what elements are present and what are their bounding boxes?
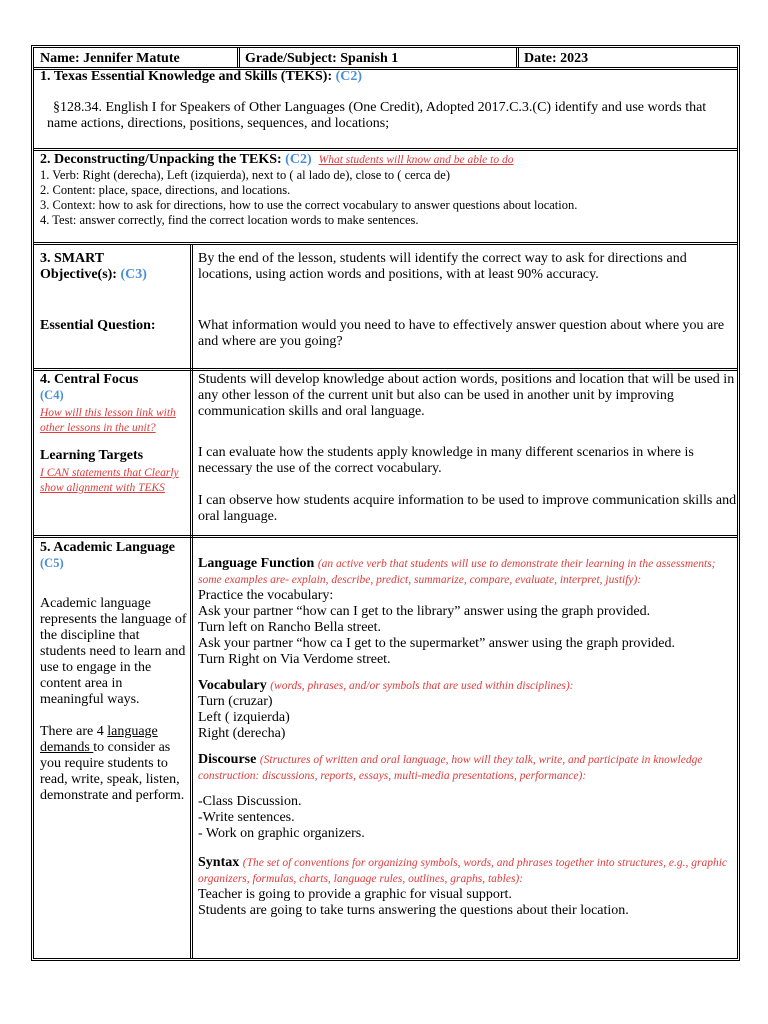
unpacking-list bbox=[40, 168, 735, 228]
academic-language-content: Language Function (an active verb that students will use to demonstrate their learning in the assessments; some examples are- explain, describe, predict, summarize, compare, evaluate, interpret, justify): Practice the vocabulary: Ask your partner “how can I get to the library” answer using the graph provided. Turn left on Rancho Bella street. Ask your partner “how ca I get to the supermarket” answer using the graph provided. Turn Right on Via Verdome street. Vocabulary (words, phrases, and/or symbols that are used within disciplines): Turn (cruzar) Left ( izquierda) Right (derecha) Discourse (Structures of written and oral language, how will they talk, write, and participate in knowledge construction: discussions, reports, essays, multi-media presentations, performance): -Class Discussion. -Write sentences. - Work on graphic organizers. Syntax (The set of conventions for organizing symbols, words, and phrases together into structures, e.g., graphic organizers, formulas, charts, language rules, outlines, graphs, tables): Teacher is going to provide a graphic for visual support. Students are going to take turns answering the questions about their location. bbox=[198, 556, 727, 918]
essential-question-label: Essential Question: bbox=[40, 318, 156, 333]
smart-label: 3. SMART Objective(s): (C3) bbox=[40, 251, 147, 282]
teacher-name: Name: Jennifer Matute bbox=[40, 51, 180, 66]
unpacking-item: 3. Context: how to ask for directions, how to use the correct vocabulary to answer questions about location. bbox=[40, 198, 578, 212]
essential-question: What information would you need to have to effectively answer question about where you are and where are you going? bbox=[198, 318, 725, 349]
unpacking-heading: 2. Deconstructing/Unpacking the TEKS: (C2) What students will know and be able to do bbox=[40, 152, 514, 167]
teks-text: §128.34. English I for Speakers of Other Languages (One Credit), Adopted 2017.C.3.(C) identify and use words that name actions, directions, positions, sequences, and locations; bbox=[47, 100, 707, 131]
syntax-label: Syntax bbox=[198, 855, 243, 870]
unpacking-item: 2. Content: place, space, directions, and locations. bbox=[40, 183, 291, 197]
teks-heading: 1. Texas Essential Knowledge and Skills (TEKS): (C2) bbox=[40, 69, 363, 84]
unpacking-item: 4. Test: answer correctly, find the correct location words to make sentences. bbox=[40, 213, 419, 227]
discourse-label: Discourse bbox=[198, 752, 260, 767]
lesson-date: Date: 2023 bbox=[524, 51, 589, 66]
academic-language-label: 5. Academic Language (C5) Academic language represents the language of the discipline that students need to learn and use to engage in the content area in meaningful ways. There are 4 language demands to consider as you require students to read, write, speak, listen, demonstrate and perform. bbox=[40, 540, 187, 803]
language-function-label: Language Function bbox=[198, 556, 318, 571]
smart-objective: By the end of the lesson, students will identify the correct way to ask for directions and locations, using action words and positions, with at least 90% accuracy. bbox=[198, 251, 687, 282]
central-focus-text: Students will develop knowledge about action words, positions and location that will be used in any other lesson of the current unit but also can be used in another unit by improving communication skills and oral language. I can evaluate how the students apply knowledge in many different scenarios in where is necessary the use of the correct vocabulary. I can observe how students acquire information to be used to improve communication skills and oral language. bbox=[198, 372, 737, 524]
grade-subject: Grade/Subject: Spanish 1 bbox=[245, 51, 399, 66]
unpacking-item: 1. Verb: Right (derecha), Left (izquierda), next to ( al lado de), close to ( cerca de) bbox=[40, 168, 451, 182]
central-focus-label: 4. Central Focus (C4) How will this lesson link with other lessons in the unit? Learning Targets I CAN statements that Clearly show alignment with TEKS bbox=[40, 372, 179, 494]
lesson-plan-table bbox=[31, 45, 740, 961]
vocabulary-label: Vocabulary bbox=[198, 678, 271, 693]
